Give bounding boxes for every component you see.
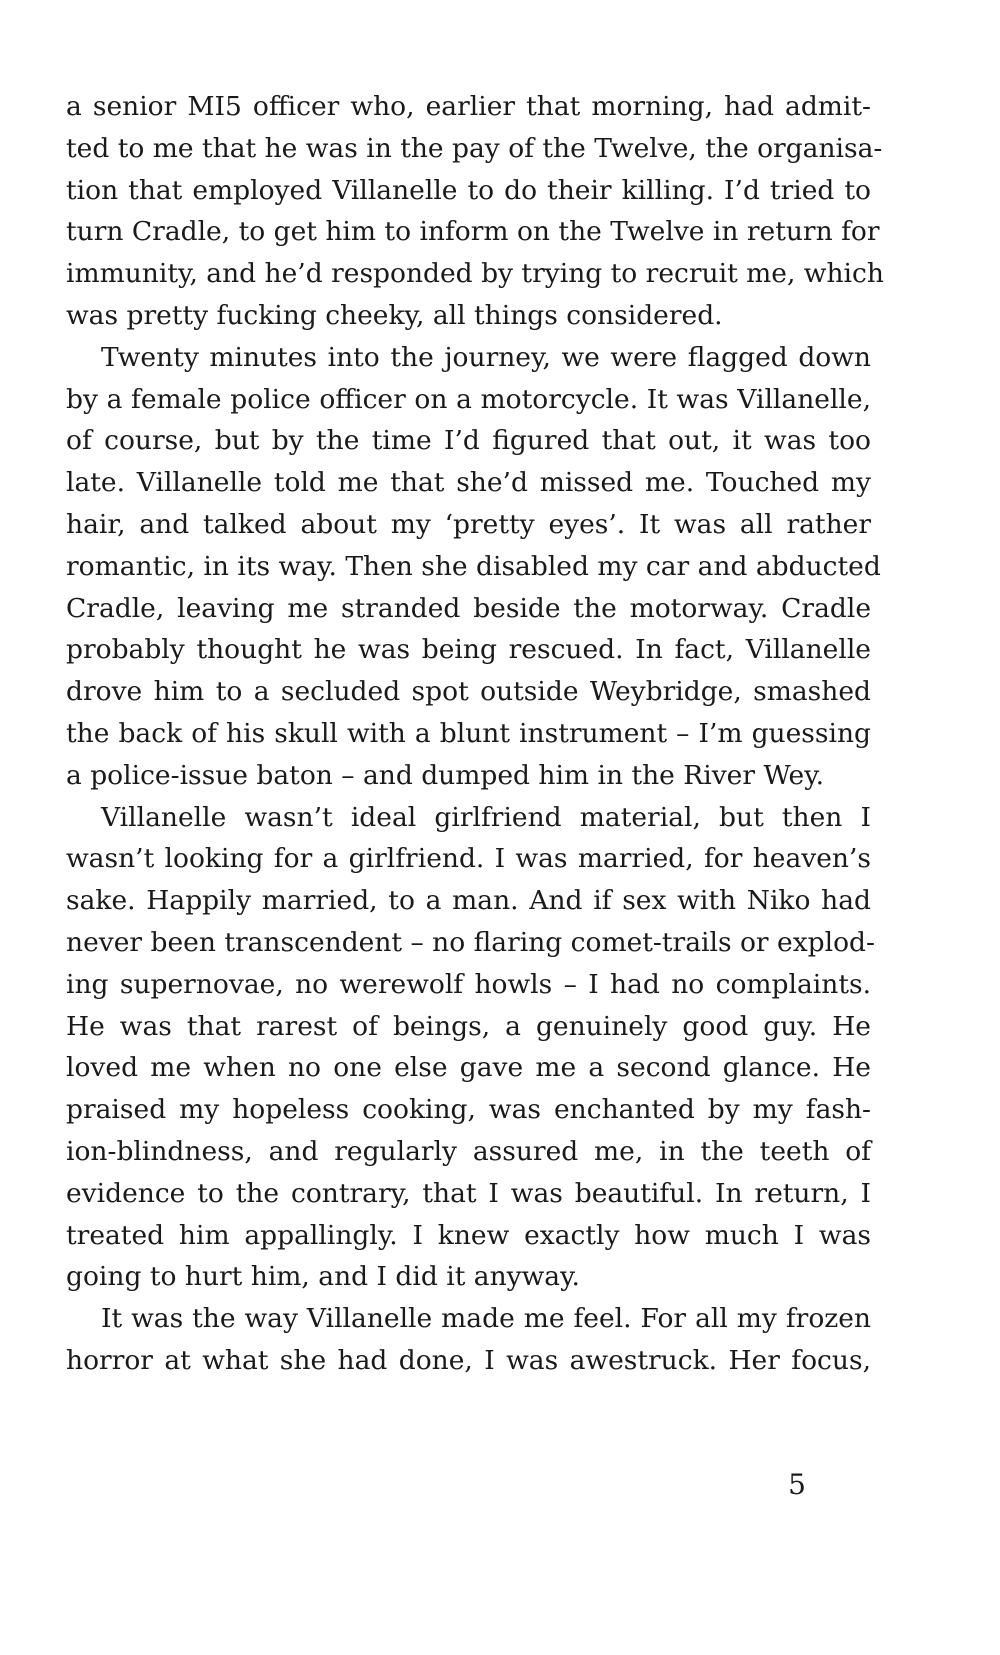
text-line: horror at what she had done, I was awestruck. Her focus, [66, 1344, 871, 1376]
text-line: loved me when no one else gave me a second glance. He [66, 1052, 871, 1084]
text-line: ing supernovae, no werewolf howls – I had no complaints. [66, 968, 871, 1000]
text-line: by a female police officer on a motorcycle. It was Villanelle, [66, 383, 871, 415]
body-text [66, 86, 884, 1382]
text-line: treated him appallingly. I knew exactly how much I was [66, 1219, 871, 1251]
text-line: praised my hopeless cooking, was enchanted by my fash- [66, 1094, 871, 1126]
text-line: the back of his skull with a blunt instrument – I’m guessing [66, 717, 871, 749]
text-line: romantic, in its way. Then she disabled my car and abducted [66, 550, 881, 582]
text-line: of course, but by the time I’d figured that out, it was too [66, 425, 871, 457]
paragraph [66, 1298, 871, 1382]
page-number: 5 [788, 1468, 806, 1501]
text-line: a police-issue baton – and dumped him in the River Wey. [66, 759, 825, 791]
paragraph [66, 86, 884, 337]
text-line: Villanelle wasn’t ideal girlfriend material, but then I [101, 801, 871, 833]
text-line: hair, and talked about my ‘pretty eyes’. It was all rather [66, 508, 871, 540]
text-line: It was the way Villanelle made me feel. For all my frozen [101, 1303, 871, 1335]
text-line: was pretty fucking cheeky, all things considered. [66, 299, 723, 331]
text-line: drove him to a secluded spot outside Weybridge, smashed [66, 676, 871, 708]
paragraph [66, 337, 881, 797]
text-line: wasn’t looking for a girlfriend. I was married, for heaven’s [66, 843, 871, 875]
text-line: evidence to the contrary, that I was beautiful. In return, I [66, 1177, 871, 1209]
text-line: ted to me that he was in the pay of the Twelve, the organisa- [66, 132, 883, 164]
text-line: Cradle, leaving me stranded beside the motorway. Cradle [66, 592, 871, 624]
text-line: sake. Happily married, to a man. And if sex with Niko had [66, 885, 871, 917]
text-line: immunity, and he’d responded by trying to recruit me, which [66, 258, 884, 290]
text-line: He was that rarest of beings, a genuinely good guy. He [66, 1010, 871, 1042]
text-line: probably thought he was being rescued. In fact, Villanelle [66, 634, 871, 666]
text-line: turn Cradle, to get him to inform on the Twelve in return for [66, 216, 880, 248]
text-line: late. Villanelle told me that she’d missed me. Touched my [66, 467, 871, 499]
text-line: tion that employed Villanelle to do their killing. I’d tried to [66, 174, 871, 206]
paragraph [66, 797, 875, 1299]
text-line: Twenty minutes into the journey, we were flagged down [101, 341, 871, 373]
text-line: ion-blindness, and regularly assured me, in the teeth of [66, 1135, 871, 1167]
text-line: a senior MI5 officer who, earlier that morning, had admit- [66, 91, 871, 122]
text-line: never been transcendent – no flaring comet-trails or explod- [66, 926, 875, 958]
text-line: going to hurt him, and I did it anyway. [66, 1261, 580, 1293]
